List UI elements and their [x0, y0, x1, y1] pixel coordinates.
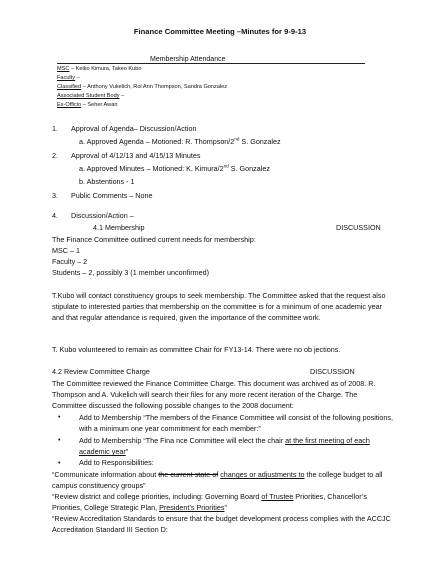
bullet-1-text: Add to Membership “The members of the Finance Committee will consist of the following positions, with a minimum one year commitment for each member:”: [79, 413, 393, 433]
item-number-3: 3.: [52, 191, 58, 200]
bullet-3-text: Add to Responsibilities:: [79, 458, 154, 467]
item-2a-text: a. Approved Minutes – Motioned: K. Kimura/2nd S. Gonzalez: [79, 163, 270, 173]
item-2-text: Approval of 4/12/13 and 4/15/13 Minutes: [71, 151, 201, 160]
attendance-faculty: Faculty –: [57, 75, 80, 81]
membership-attendance-heading: Membership Attendance: [150, 56, 226, 63]
attendance-list: [57, 65, 227, 110]
header-divider: [57, 63, 365, 64]
item-1-text: Approval of Agenda– Discussion/Action: [71, 124, 197, 133]
attendance-classified: Classified – Anthony Vukelich, Roi Ann Thompson, Sandra Gonzalez: [57, 84, 228, 90]
attendance-msc: MSC – Keiko Kimura, Takeo Kubo: [57, 66, 142, 72]
bullet-2-text: Add to Membership “The Fina nce Committee will elect the chair at the first meeting of each academic year”: [79, 436, 370, 456]
document-title: Finance Committee Meeting –Minutes for 9-9-13: [133, 27, 307, 36]
item-2b-text: b. Abstentions - 1: [79, 177, 135, 186]
responsibility-3: “Review Accreditation Standards to ensure that the budget development process complies with the ACCJC Accreditation Standard III Section D:: [52, 514, 391, 534]
membership-paragraph-2: T. Kubo volunteered to remain as committee Chair for FY13-14. There were no ob jections.: [52, 345, 341, 354]
membership-faculty: Faculty – 2: [52, 257, 88, 266]
attendance-asb: Associated Student Body –: [57, 93, 125, 99]
item-3-text: Public Comments – None: [71, 191, 153, 200]
membership-intro: The Finance Committee outlined current needs for membership:: [52, 235, 256, 244]
membership-msc: MSC – 1: [52, 246, 80, 255]
discussion-label-1: DISCUSSION: [336, 223, 381, 232]
item-number-1: 1.: [52, 124, 58, 133]
bullet-3-marker: •: [58, 458, 61, 467]
membership-students: Students – 2, possibly 3 (1 member unconfirmed): [52, 268, 210, 277]
item-number-4: 4.: [52, 211, 58, 220]
item-4-1-heading: 4.1 Membership: [93, 223, 145, 232]
membership-paragraph-1: T.Kubo will contact constituency groups to seek membership. The Committee asked that the request also stipulate to interested parties that membership on the committee is for a minimum of one academic year and that regular attendance is required, given the importance of the committee work.: [52, 291, 386, 322]
item-4-text: Discussion/Action –: [71, 211, 134, 220]
item-1a-text: a. Approved Agenda – Motioned: R. Thompson/2nd S. Gonzalez: [79, 136, 281, 146]
responsibility-1: “Communicate information about the current state of changes or adjustments to the college budget to all campus constituency groups”: [52, 470, 383, 490]
attendance-ex-officio: Ex-Officio – Seher Awan: [57, 102, 118, 108]
bullet-1-marker: •: [58, 412, 61, 421]
responsibility-2: “Review district and college priorities, including: Governing Board of Trustee Priorities, Chancellor’s Priorities, College Strategic Plan, President’s Priorities”: [52, 492, 367, 512]
charge-paragraph: The Committee reviewed the Finance Committee Charge. This document was archived as of 2008. R. Thompson and A. Vukelich will search their files for any more recent iteration of the Charge. The Committee discussed the following possible changes to the 2008 document:: [52, 379, 376, 410]
item-4-2-heading: 4.2 Review Committee Charge: [52, 367, 150, 376]
item-number-2: 2.: [52, 151, 58, 160]
discussion-label-2: DISCUSSION: [310, 367, 355, 376]
bullet-2-marker: •: [58, 435, 61, 444]
